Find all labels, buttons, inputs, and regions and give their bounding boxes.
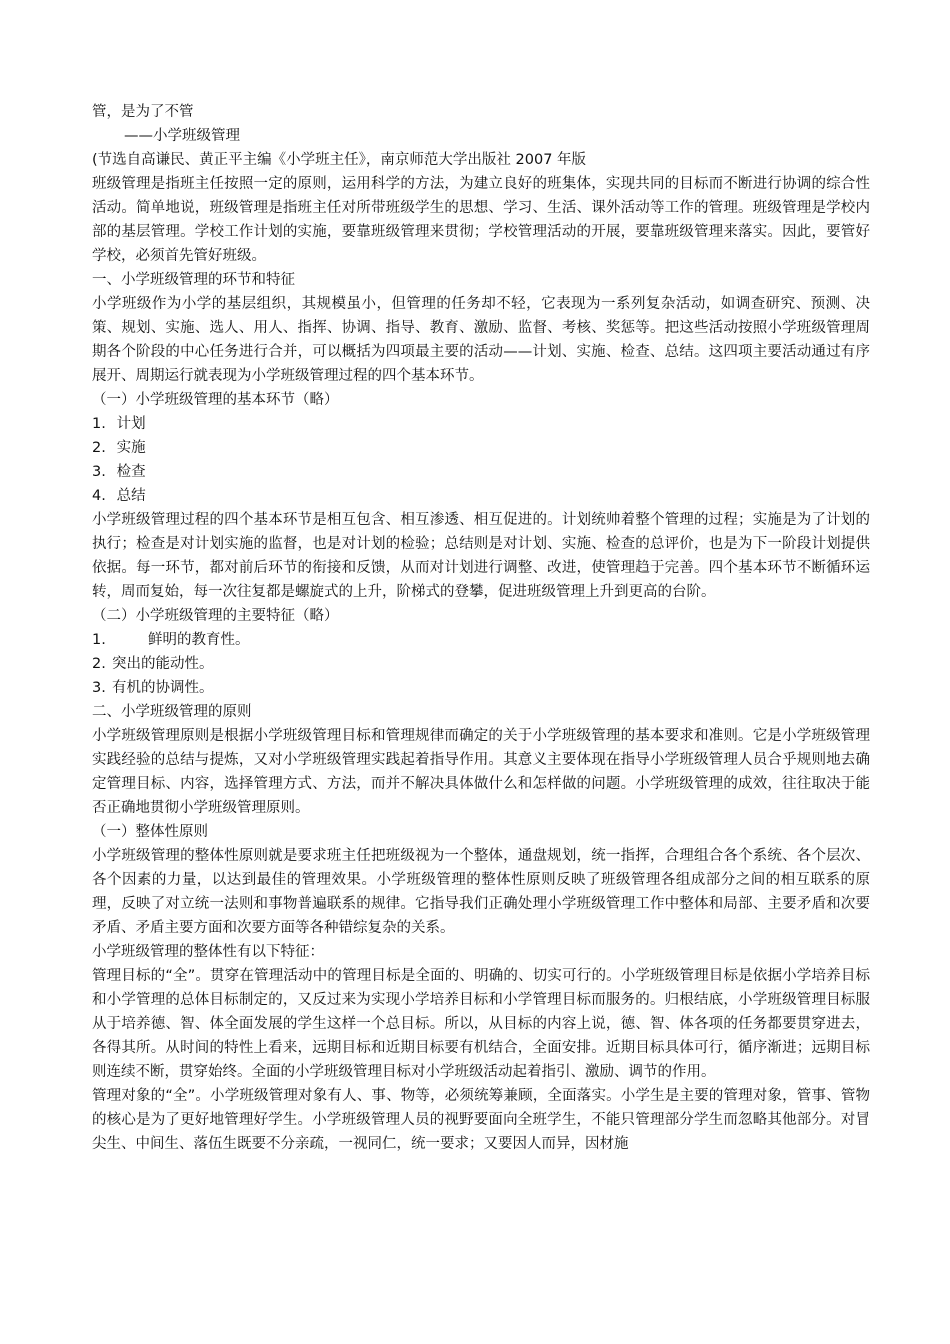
features-intro: 小学班级管理的整体性有以下特征： (92, 944, 324, 960)
list-number: 2. (92, 440, 106, 456)
source-note: (节选自高谦民、黄正平主编《小学班主任》，南京师范大学出版社 2007 年版 (92, 152, 587, 168)
list-item (92, 436, 870, 460)
section-heading-1: 一、小学班级管理的环节和特征 (92, 272, 295, 288)
subsection-heading-integrity: （一）整体性原则 (92, 824, 208, 840)
list-item (92, 460, 870, 484)
steps-paragraph: 小学班级管理过程的四个基本环节是相互包含、相互渗透、相互促进的。计划统帅着整个管理的过程；实施是为了计划的执行；检查是对计划实施的监督，也是对计划的检验；总结则是对计划、实施、检查的总评价，也是为下一阶段计划提供依据。每一环节，都对前后环节的衔接和反馈，从而对计划进行调整、改进，使管理趋于完善。四个基本环节不断循环运转，周而复始，每一次往复都是螺旋式的上升，阶梯式的登攀，促进班级管理上升到更高的台阶。 (92, 512, 870, 600)
document-title: 管，是为了不管 (92, 104, 194, 120)
list-item (92, 484, 870, 508)
list-text: 实施 (116, 440, 146, 456)
list-number: 1. (92, 632, 106, 648)
steps-list (92, 412, 870, 508)
list-text: 突出的能动性。 (112, 656, 214, 672)
goal-paragraph: 管理目标的“全”。贯穿在管理活动中的管理目标是全面的、明确的、切实可行的。小学班级管理目标是依据小学培养目标和小学管理的总体目标制定的，又反过来为实现小学培养目标和小学管理目标而服务的。归根结底，小学班级管理目标服从于培养德、智、体全面发展的学生这样一个总目标。所以，从目标的内容上说，德、智、体各项的任务都要贯穿进去，各得其所。从时间的特性上看来，远期目标和近期目标要有机结合，全面安排。近期目标具体可行，循序渐进；远期目标则连续不断，贯穿始终。全面的小学班级管理目标对小学班级活动起着指引、激励、调节的作用。 (92, 968, 870, 1080)
list-text: 总结 (116, 488, 146, 504)
list-item (92, 628, 870, 652)
features-list (92, 628, 870, 700)
list-number: 3. (92, 464, 106, 480)
subsection-heading-features: （二）小学班级管理的主要特征（略） (92, 608, 339, 624)
document-subtitle: ——小学班级管理 (124, 128, 240, 144)
list-item (92, 676, 870, 700)
list-item (92, 412, 870, 436)
section2-paragraph: 小学班级管理原则是根据小学班级管理目标和管理规律而确定的关于小学班级管理的基本要求和准则。它是小学班级管理实践经验的总结与提炼，又对小学班级管理实践起着指导作用。其意义主要体现在指导小学班级管理人员合乎规则地去确定管理目标、内容，选择管理方式、方法，而并不解决具体做什么和怎样做的问题。小学班级管理的成效，往往取决于能否正确地贯彻小学班级管理原则。 (92, 728, 870, 816)
section1-paragraph: 小学班级作为小学的基层组织，其规模虽小，但管理的任务却不轻，它表现为一系列复杂活动，如调查研究、预测、决策、规划、实施、选人、用人、指挥、协调、指导、教育、激励、监督、考核、奖惩等。把这些活动按照小学班级管理周期各个阶段的中心任务进行合并，可以概括为四项最主要的活动——计划、实施、检查、总结。这四项主要活动通过有序展开、周期运行就表现为小学班级管理过程的四个基本环节。 (92, 296, 870, 384)
list-number: 3. (92, 680, 106, 696)
list-number: 2. (92, 656, 106, 672)
subsection-heading-basic-steps: （一）小学班级管理的基本环节（略） (92, 392, 339, 408)
object-paragraph: 管理对象的“全”。小学班级管理对象有人、事、物等，必须统筹兼顾，全面落实。小学生是主要的管理对象，管事、管物的核心是为了更好地管理好学生。小学班级管理人员的视野要面向全班学生，不能只管理部分学生而忽略其他部分。对冒尖生、中间生、落伍生既要不分亲疏，一视同仁，统一要求；又要因人而异，因材施 (92, 1088, 870, 1152)
list-text: 有机的协调性。 (112, 680, 214, 696)
section-heading-2: 二、小学班级管理的原则 (92, 704, 252, 720)
integrity-paragraph: 小学班级管理的整体性原则就是要求班主任把班级视为一个整体，通盘规划，统一指挥，合理组合各个系统、各个层次、各个因素的力量，以达到最佳的管理效果。小学班级管理的整体性原则反映了班级管理各组成部分之间的相互联系的原理，反映了对立统一法则和事物普遍联系的规律。它指导我们正确处理小学班级管理工作中整体和局部、主要矛盾和次要矛盾、矛盾主要方面和次要方面等各种错综复杂的关系。 (92, 848, 870, 936)
list-text: 鲜明的教育性。 (148, 632, 250, 648)
list-item (92, 652, 870, 676)
document-page (92, 100, 870, 1156)
intro-paragraph: 班级管理是指班主任按照一定的原则，运用科学的方法，为建立良好的班集体，实现共同的目标而不断进行协调的综合性活动。简单地说，班级管理是指班主任对所带班级学生的思想、学习、生活、课外活动等工作的管理。班级管理是学校内部的基层管理。学校工作计划的实施，要靠班级管理来贯彻；学校管理活动的开展，要靠班级管理来落实。因此，要管好学校，必须首先管好班级。 (92, 176, 870, 264)
list-text: 计划 (116, 416, 146, 432)
list-number: 4. (92, 488, 106, 504)
list-text: 检查 (116, 464, 146, 480)
list-number: 1. (92, 416, 106, 432)
